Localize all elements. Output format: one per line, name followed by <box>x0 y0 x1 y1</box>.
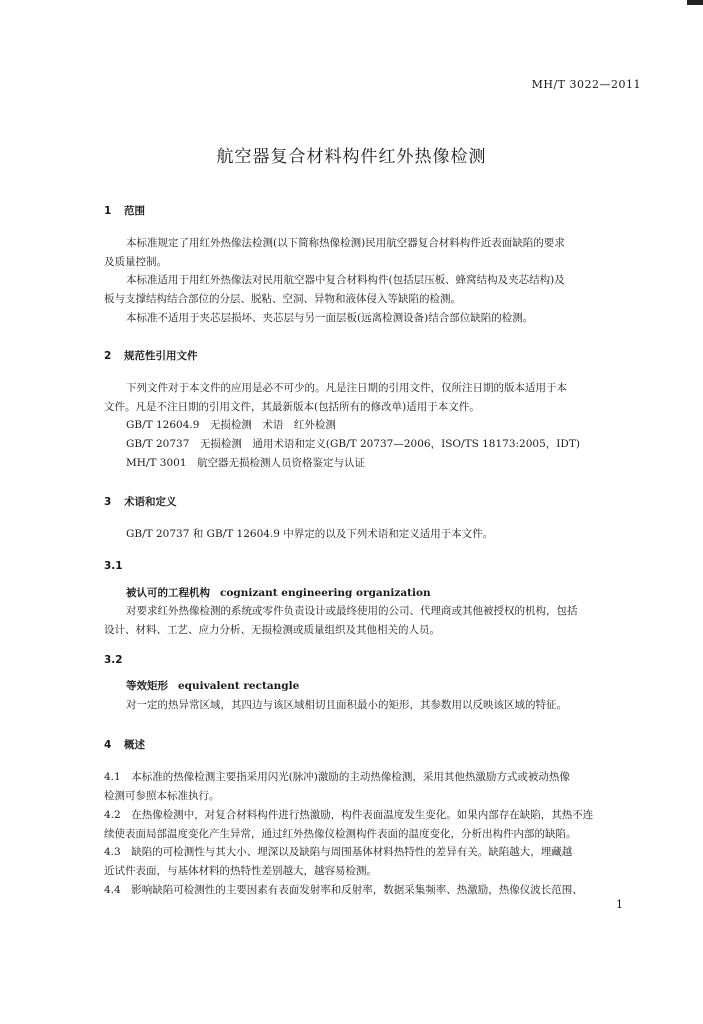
paragraph-line: 本标准规定了用红外热像法检测(以下简称热像检测)民用航空器复合材料构件近表面缺陷的要求 <box>126 237 565 249</box>
clause-line: 4.4 影响缺陷可检测性的主要因素有表面发射率和反射率，数据采集频率、热激励，热像仪波长范围、 <box>104 884 583 896</box>
reference-item: MH/T 3001 航空器无损检测人员资格鉴定与认证 <box>126 457 366 469</box>
definition-line: 对一定的热异常区域，其四边与该区域相切且面积最小的矩形，其参数用以反映该区域的特征。 <box>126 699 567 711</box>
section-2-heading <box>104 348 198 363</box>
term-chinese: 被认可的工程机构 <box>126 587 210 599</box>
clause-line: 4.3 缺陷的可检测性与其大小、埋深以及缺陷与周围基体材料热特性的差异有关。缺陷越大，埋藏越 <box>104 846 573 858</box>
reference-item: GB/T 12604.9 无损检测 术语 红外检测 <box>126 419 336 431</box>
paragraph-line: 下列文件对于本文件的应用是必不可少的。凡是注日期的引用文件，仅所注日期的版本适用于本 <box>126 382 567 394</box>
term-entry <box>126 586 431 600</box>
scan-corner-mark <box>687 0 703 5</box>
clause-line: 续使表面局部温度变化产生异常，通过红外热像仪检测构件表面的温度变化，分析出构件内部的缺陷。 <box>104 828 577 840</box>
standard-code: MH/T 3022—2011 <box>531 78 641 91</box>
section-1-heading <box>104 203 145 218</box>
paragraph-line: 文件。凡是不注日期的引用文件，其最新版本(包括所有的修改单)适用于本文件。 <box>104 401 480 413</box>
section-title: 概述 <box>124 739 145 751</box>
paragraph-line: GB/T 20737 和 GB/T 12604.9 中界定的以及下列术语和定义适用于本文件。 <box>126 528 494 540</box>
paragraph-line: 本标准不适用于夹芯层损坏、夹芯层与另一面层板(远离检测设备)结合部位缺陷的检测。 <box>126 312 534 324</box>
term-chinese: 等效矩形 <box>126 680 168 692</box>
section-title: 术语和定义 <box>124 496 177 508</box>
clause-line: 4.1 本标准的热像检测主要指采用闪光(脉冲)激励的主动热像检测，采用其他热激励方式或被动热像 <box>104 771 570 783</box>
term-english: equivalent rectangle <box>178 680 300 692</box>
page-number: 1 <box>616 898 623 911</box>
paragraph-line: 本标准适用于用红外热像法对民用航空器中复合材料构件(包括层压板、蜂窝结构及夹芯结构)及 <box>126 274 565 286</box>
section-3-heading <box>104 494 177 509</box>
clause-line: 近试件表面，与基体材料的热特性差别越大，越容易检测。 <box>104 865 377 877</box>
reference-item: GB/T 20737 无损检测 通用术语和定义(GB/T 20737—2006，ISO/TS 18173:2005，IDT) <box>126 438 580 450</box>
section-number: 1 <box>104 205 112 217</box>
section-number: 4 <box>104 739 112 751</box>
clause-line: 4.2 在热像检测中，对复合材料构件进行热激励，构件表面温度发生变化。如果内部存在缺陷，其热不连 <box>104 809 594 821</box>
section-title: 规范性引用文件 <box>124 350 198 362</box>
definition-line: 对要求红外热像检测的系统或零件负责设计或最终使用的公司、代理商或其他被授权的机构，包括 <box>126 605 578 617</box>
term-english: cognizant engineering organization <box>220 587 431 599</box>
term-entry <box>126 679 299 693</box>
paragraph-line: 板与支撑结构结合部位的分层、脱粘、空洞、异物和液体侵入等缺陷的检测。 <box>104 293 461 305</box>
section-4-heading <box>104 737 145 752</box>
clause-3-2-number: 3.2 <box>104 654 123 666</box>
definition-line: 设计、材料、工艺、应力分析、无损检测或质量组织及其他相关的人员。 <box>104 624 440 636</box>
document-title: 航空器复合材料构件红外热像检测 <box>216 147 487 167</box>
section-number: 2 <box>104 350 112 362</box>
paragraph-line: 及质量控制。 <box>104 256 167 268</box>
clause-3-1-number: 3.1 <box>104 560 123 572</box>
section-number: 3 <box>104 496 112 508</box>
section-title: 范围 <box>124 205 145 217</box>
clause-line: 检测可参照本标准执行。 <box>104 790 220 802</box>
